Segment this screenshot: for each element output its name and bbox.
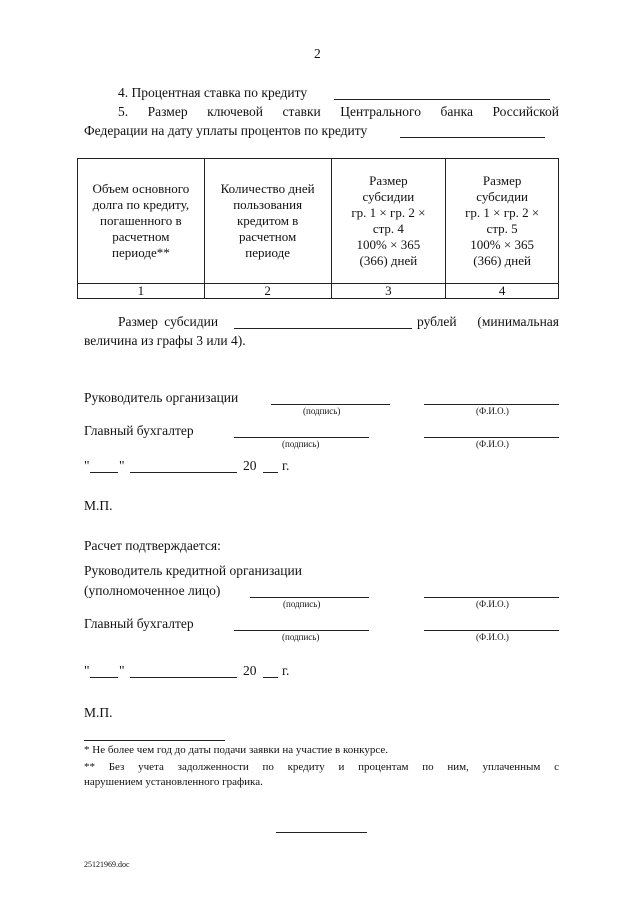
org-head-label: Руководитель организации bbox=[84, 390, 239, 405]
org-head-name-line bbox=[424, 404, 559, 405]
chief-accountant-name-line bbox=[424, 630, 559, 631]
subsidy-amount-label: Размер субсидии bbox=[118, 314, 219, 329]
footnote-separator bbox=[84, 740, 225, 741]
date-year-blank bbox=[263, 472, 278, 473]
credit-org-head-signature-line bbox=[250, 597, 369, 598]
chief-accountant-signature-line bbox=[234, 630, 369, 631]
col-number: 4 bbox=[446, 284, 559, 299]
key-rate-blank bbox=[400, 137, 545, 138]
col-number: 1 bbox=[78, 284, 205, 299]
col-header-subsidy-row5: Размер субсидии гр. 1 × гр. 2 × стр. 5 100% × 365 (366) дней bbox=[446, 159, 559, 284]
subsidy-amount-suffix: рублей (минимальная bbox=[417, 314, 559, 329]
chief-accountant-name-line bbox=[424, 437, 559, 438]
signature-caption: (подпись) bbox=[282, 632, 320, 642]
date-year-suffix: г. bbox=[282, 663, 290, 678]
footnote-1: * Не более чем год до даты подачи заявки на участие в конкурсе. bbox=[84, 744, 388, 756]
date-quote-open: " bbox=[84, 458, 90, 473]
chief-accountant-label: Главный бухгалтер bbox=[84, 616, 194, 631]
date-year-blank bbox=[263, 677, 278, 678]
col-number: 3 bbox=[331, 284, 446, 299]
signature-caption: (подпись) bbox=[303, 406, 341, 416]
subsidy-amount-blank bbox=[234, 328, 412, 329]
subsidy-amount-note: величина из графы 3 или 4). bbox=[84, 333, 246, 348]
date-quote-close: " bbox=[119, 458, 125, 473]
date-day-blank bbox=[90, 677, 118, 678]
seal-label: М.П. bbox=[84, 705, 113, 720]
chief-accountant-label: Главный бухгалтер bbox=[84, 423, 194, 438]
page-number: 2 bbox=[314, 46, 321, 61]
credit-org-head-label: Руководитель кредитной организации bbox=[84, 563, 302, 578]
credit-org-head-name-line bbox=[424, 597, 559, 598]
signature-caption: (подпись) bbox=[282, 439, 320, 449]
date-year-prefix: 20 bbox=[243, 458, 257, 473]
footnote-2-cont: нарушением установленного графика. bbox=[84, 776, 263, 788]
name-caption: (Ф.И.О.) bbox=[476, 632, 509, 642]
footnote-2: ** Без учета задолженности по кредиту и процентам по ним, уплаченным с bbox=[84, 761, 559, 773]
credit-org-head-label-cont: (уполномоченное лицо) bbox=[84, 583, 221, 598]
subsidy-table bbox=[77, 158, 559, 299]
key-rate-label: 5. Размер ключевой ставки Центрального банка Российской bbox=[118, 104, 559, 119]
end-separator bbox=[276, 832, 367, 833]
org-head-signature-line bbox=[271, 404, 390, 405]
file-name: 25121969.doc bbox=[84, 860, 130, 869]
date-month-blank bbox=[130, 472, 237, 473]
chief-accountant-signature-line bbox=[234, 437, 369, 438]
signature-caption: (подпись) bbox=[283, 599, 321, 609]
seal-label: М.П. bbox=[84, 498, 113, 513]
date-quote-close: " bbox=[119, 663, 125, 678]
name-caption: (Ф.И.О.) bbox=[476, 599, 509, 609]
date-year-prefix: 20 bbox=[243, 663, 257, 678]
date-day-blank bbox=[90, 472, 118, 473]
col-header-subsidy-row4: Размер субсидии гр. 1 × гр. 2 × стр. 4 100% × 365 (366) дней bbox=[331, 159, 446, 284]
name-caption: (Ф.И.О.) bbox=[476, 406, 509, 416]
key-rate-label-cont: Федерации на дату уплаты процентов по кредиту bbox=[84, 123, 368, 138]
interest-rate-label: 4. Процентная ставка по кредиту bbox=[118, 85, 308, 100]
col-header-principal: Объем основного долга по кредиту, погашенного в расчетном периоде** bbox=[78, 159, 205, 284]
date-month-blank bbox=[130, 677, 237, 678]
col-header-days: Количество дней пользования кредитом в расчетном периоде bbox=[204, 159, 331, 284]
interest-rate-blank bbox=[334, 99, 550, 100]
name-caption: (Ф.И.О.) bbox=[476, 439, 509, 449]
date-quote-open: " bbox=[84, 663, 90, 678]
date-year-suffix: г. bbox=[282, 458, 290, 473]
col-number: 2 bbox=[204, 284, 331, 299]
confirmation-label: Расчет подтверждается: bbox=[84, 538, 221, 553]
